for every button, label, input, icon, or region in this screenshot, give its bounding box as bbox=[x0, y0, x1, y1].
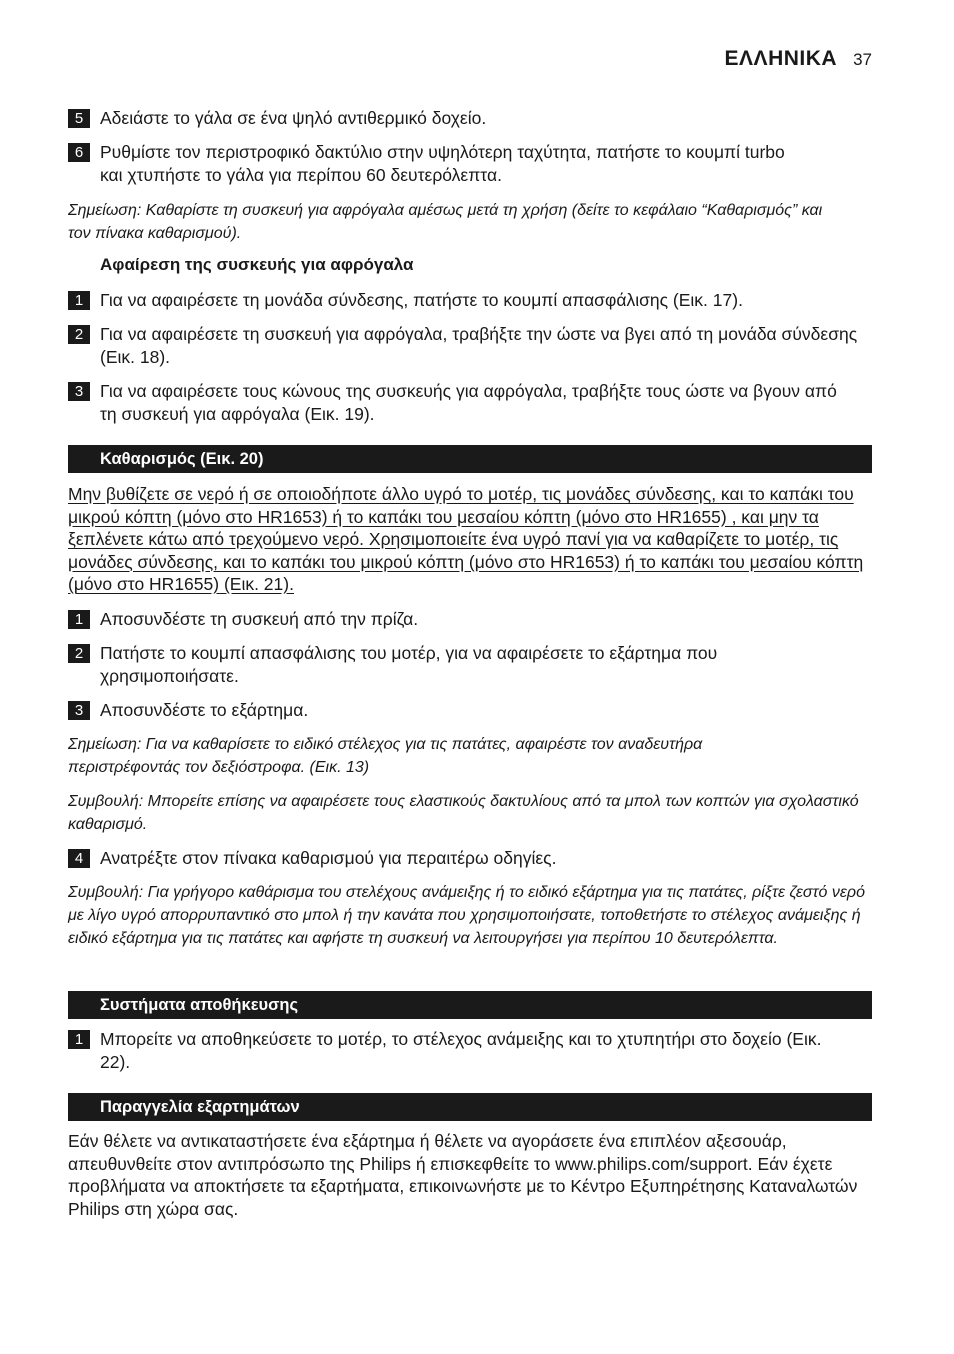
cleaning-warning bbox=[68, 483, 868, 596]
step-number: 5 bbox=[68, 109, 90, 128]
page-header bbox=[725, 47, 872, 71]
note-potato-attachment: Σημείωση: Για να καθαρίσετε το ειδικό στέλεχος για τις πατάτες, αφαιρέστε τον αναδευτήρα περιστρέφοντάς τον δεξιόστροφα. (Εικ. 13) bbox=[68, 736, 703, 776]
step-number: 3 bbox=[68, 382, 90, 401]
step-number: 1 bbox=[68, 610, 90, 629]
step-number: 1 bbox=[68, 291, 90, 310]
cleaning-step-1 bbox=[68, 608, 872, 631]
tip-rubber-rings: Συμβουλή: Μπορείτε επίσης να αφαιρέσετε τους ελαστικούς δακτυλίους από τα μπολ των κοπτών για σχολαστικό καθαρισμό. bbox=[68, 793, 859, 833]
step-text: Ανατρέξτε στον πίνακα καθαρισμού για περαιτέρω οδηγίες. bbox=[100, 848, 557, 868]
step-number: 4 bbox=[68, 849, 90, 868]
cleaning-step-4 bbox=[68, 847, 872, 870]
step-text: Για να αφαιρέσετε τη μονάδα σύνδεσης, πατήστε το κουμπί απασφάλισης (Εικ. 17). bbox=[100, 290, 743, 310]
step-5 bbox=[68, 107, 872, 130]
step-number: 2 bbox=[68, 325, 90, 344]
section-bar-cleaning bbox=[68, 445, 872, 473]
cleaning-step-2 bbox=[68, 642, 872, 688]
step-text: Αδειάστε το γάλα σε ένα ψηλό αντιθερμικό δοχείο. bbox=[100, 108, 487, 128]
step-text: Μπορείτε να αποθηκεύσετε το μοτέρ, το στέλεχος ανάμειξης και το χτυπητήρι στο δοχείο (Εικ. 22). bbox=[100, 1029, 822, 1072]
section-title: Συστήματα αποθήκευσης bbox=[100, 996, 299, 1014]
step-6 bbox=[68, 141, 872, 187]
step-text: Ρυθμίστε τον περιστροφικό δακτύλιο στην υψηλότερη ταχύτητα, πατήστε το κουμπί turbo και χτυπήστε το γάλα για περίπου 60 δευτερόλεπτα. bbox=[100, 142, 785, 185]
step-number: 6 bbox=[68, 143, 90, 162]
storage-step-1 bbox=[68, 1028, 872, 1074]
step-text: Αποσυνδέστε τη συσκευή από την πρίζα. bbox=[100, 609, 419, 629]
step-number: 1 bbox=[68, 1030, 90, 1049]
removal-step-2 bbox=[68, 323, 872, 369]
step-number: 3 bbox=[68, 701, 90, 720]
page-number: 37 bbox=[853, 50, 872, 69]
section-title: Καθαρισμός (Εικ. 20) bbox=[100, 450, 264, 468]
section-bar-ordering bbox=[68, 1093, 872, 1121]
language-label: ΕΛΛΗΝΙΚΑ bbox=[724, 47, 838, 70]
section-title: Παραγγελία εξαρτημάτων bbox=[100, 1098, 300, 1116]
removal-step-3 bbox=[68, 380, 872, 426]
step-text: Για να αφαιρέσετε τη συσκευή για αφρόγαλα, τραβήξτε την ώστε να βγει από τη μονάδα σύνδεσης (Εικ. 18). bbox=[100, 324, 858, 367]
cleaning-step-3 bbox=[68, 699, 872, 722]
step-number: 2 bbox=[68, 644, 90, 663]
step-text: Αποσυνδέστε το εξάρτημα. bbox=[100, 700, 309, 720]
removal-heading: Αφαίρεση της συσκευής για αφρόγαλα bbox=[100, 255, 414, 274]
step-text: Για να αφαιρέσετε τους κώνους της συσκευής για αφρόγαλα, τραβήξτε τους ώστε να βγουν από τη συσκευή για αφρόγαλα (Εικ. 19). bbox=[100, 381, 837, 424]
removal-step-1 bbox=[68, 289, 872, 312]
tip-quick-clean: Συμβουλή: Για γρήγορο καθάρισμα του στελέχους ανάμειξης ή το ειδικό εξάρτημα για τις πατάτες, ρίξτε ζεστό νερό με λίγο υγρό απορρυπαντικό στο μπολ ή την κανάτα που χρησιμοποιήσατε, τοποθετήστε το στέλεχος ανάμειξης ή ειδικό εξάρτημα για τις πατάτες και αφήστε τη συσκευή να λειτουργήσει για περίπου 10 δευτερόλεπτα. bbox=[68, 884, 865, 947]
step-text: Πατήστε το κουμπί απασφάλισης του μοτέρ, για να αφαιρέσετε το εξάρτημα που χρησιμοποιήσατε. bbox=[100, 643, 718, 686]
warning-text: Μην βυθίζετε σε νερό ή σε οποιοδήποτε άλλο υγρό το μοτέρ, τις μονάδες σύνδεσης, και το καπάκι του μικρού κόπτη (μόνο στο HR1653) ή το καπάκι του μεσαίου κόπτη (μόνο στο HR1655) , και μην τα ξεπλένετε κάτω από τρεχούμενο νερό. Χρησιμοποιείτε ένα υγρό πανί για να καθαρίζετε το μοτέρ, τις μονάδες σύνδεσης, και το καπάκι του μικρού κόπτη (μόνο στο HR1653) ή το καπάκι του μεσαίου κόπτη (μόνο στο HR1655) (Εικ. 21). bbox=[68, 484, 864, 594]
ordering-text: Εάν θέλετε να αντικαταστήσετε ένα εξάρτημα ή θέλετε να αγοράσετε ένα επιπλέον αξεσουάρ, απευθυνθείτε στον αντιπρόσωπο της Philips ή επισκεφθείτε το www.philips.com/support. Εάν έχετε προβλήματα να αποκτήσετε τα εξαρτήματα, επικοινωνήστε με το Κέντρο Εξυπηρέτησης Καταναλωτών Philips στη χώρα σας. bbox=[68, 1131, 858, 1219]
section-bar-storage bbox=[68, 991, 872, 1019]
note-cleaning-after-use: Σημείωση: Καθαρίστε τη συσκευή για αφρόγαλα αμέσως μετά τη χρήση (δείτε το κεφάλαιο “Καθαρισμός” και τον πίνακα καθαρισμού). bbox=[68, 202, 823, 242]
